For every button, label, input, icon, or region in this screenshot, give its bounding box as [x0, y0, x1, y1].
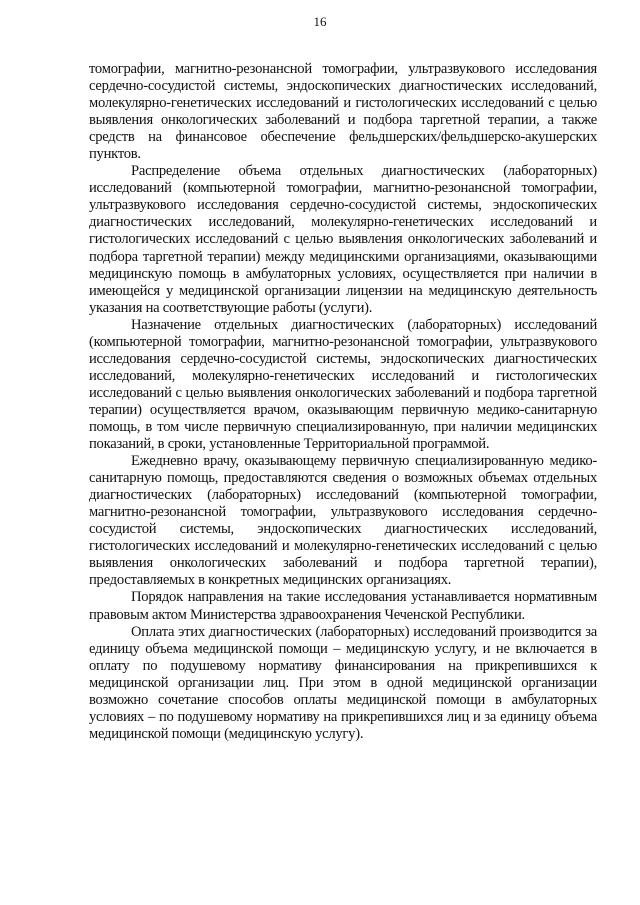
paragraph-5: Порядок направления на такие исследования устанавливается нормативным правовым актом Министерства здравоохранения Чеченской Республики. [89, 589, 597, 623]
document-body [89, 61, 597, 743]
paragraph-1: томографии, магнитно-резонансной томографии, ультразвукового исследования сердечно-сосудистой системы, эндоскопических диагностических исследований, молекулярно-генетических исследований и гистологических исследований с целью выявления онкологических заболеваний и подбора таргетной терапии, а также средств на финансовое обеспечение фельдшерских/фельдшерско-акушерских пунктов. [89, 61, 597, 163]
paragraph-4: Ежедневно врачу, оказывающему первичную специализированную медико-санитарную помощь, предоставляются сведения о возможных объемах отдельных диагностических (лабораторных) исследований (компьютерной томографии, магнитно-резонансной томографии, ультразвукового исследования сердечно-сосудистой системы, эндоскопических диагностических исследований, гистологических исследований и молекулярно-генетических исследований с целью выявления онкологических заболеваний и подбора таргетной терапии), предоставляемых в конкретных медицинских организациях. [89, 453, 597, 589]
page-number: 16 [313, 14, 327, 29]
paragraph-6: Оплата этих диагностических (лабораторных) исследований производится за единицу объема медицинской помощи – медицинскую услугу, и не включается в оплату по подушевому нормативу финансирования на прикрепившихся к медицинской организации лиц. При этом в одной медицинской организации возможно сочетание способов оплаты медицинской помощи в амбулаторных условиях – по подушевому нормативу на прикрепившихся лиц и за единицу объема медицинской помощи (медицинскую услугу). [89, 623, 597, 742]
paragraph-2: Распределение объема отдельных диагностических (лабораторных) исследований (компьютерной томографии, магнитно-резонансной томографии, ультразвукового исследования сердечно-сосудистой системы, эндоскопических диагностических исследований, молекулярно-генетических исследований и гистологических исследований с целью выявления онкологических заболеваний и подбора таргетной терапии) между медицинскими организациями, оказывающими медицинскую помощь в амбулаторных условиях, осуществляется при наличии в имеющейся у медицинской организации лицензии на медицинскую деятельность указания на соответствующие работы (услуги). [89, 163, 597, 316]
paragraph-3: Назначение отдельных диагностических (лабораторных) исследований (компьютерной томографии, магнитно-резонансной томографии, ультразвукового исследования сердечно-сосудистой системы, эндоскопических диагностических исследований, молекулярно-генетических исследований и гистологических исследований с целью выявления онкологических заболеваний и подбора таргетной терапии) осуществляется врачом, оказывающим первичную медико-санитарную помощь, в том числе первичную специализированную, при наличии медицинских показаний, в сроки, установленные Территориальной программой. [89, 316, 597, 453]
